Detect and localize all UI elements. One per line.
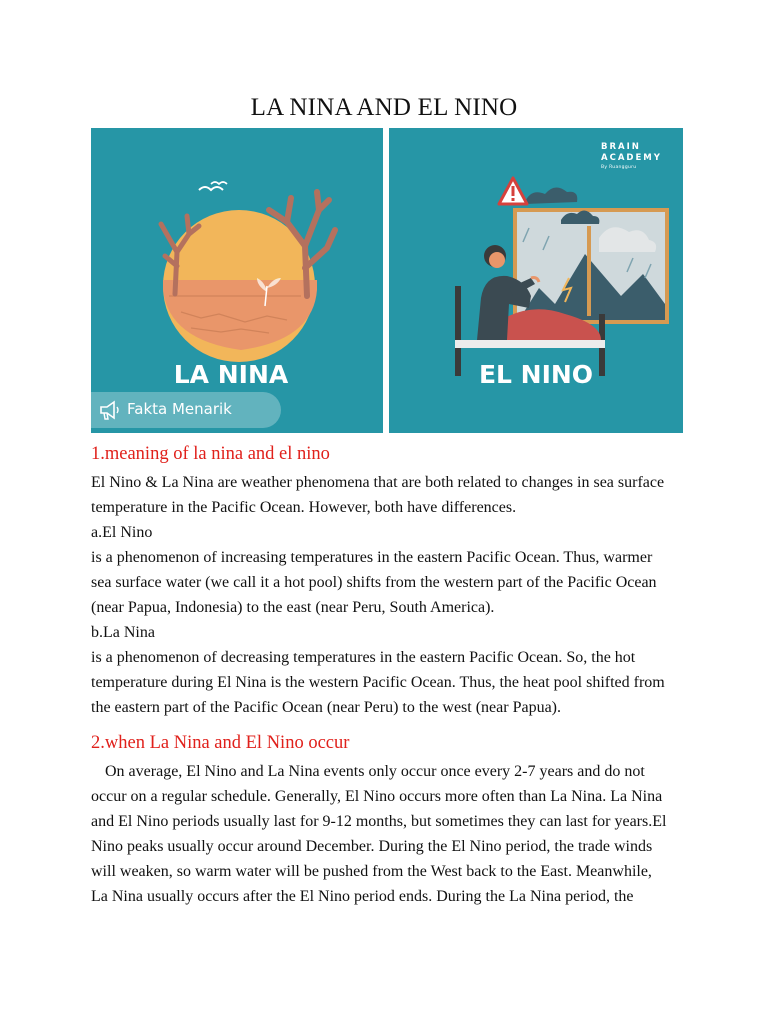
paragraph-line: is a phenomenon of decreasing temperatures in the eastern Pacific Ocean. So, the hot <box>91 649 636 666</box>
la-nina-subheading: b.La Nina <box>91 624 155 641</box>
paragraph-line: La Nina usually occurs after the El Nino period ends. During the La Nina period, the <box>91 888 634 905</box>
paragraph-line: occur on a regular schedule. Generally, El Nino occurs more often than La Nina. La Nina <box>91 788 663 805</box>
megaphone-icon <box>97 398 121 422</box>
section-body-meaning <box>91 470 691 720</box>
paragraph-line: On average, El Nino and La Nina events only occur once every 2-7 years and do not <box>105 763 645 780</box>
el-nino-label: EL NINO <box>478 360 594 389</box>
warning-icon <box>499 178 527 204</box>
banner-image <box>91 128 683 433</box>
la-nina-label: LA NINA <box>173 360 289 389</box>
page-title: LA NINA AND EL NINO <box>250 94 518 121</box>
fakta-menarik-tag <box>91 392 281 428</box>
paragraph-line: sea surface water (we call it a hot pool) shifts from the western part of the Pacific Ocean <box>91 574 657 591</box>
paragraph-line: temperature during El Nina is the western Pacific Ocean. Thus, the heat pool shifted from <box>91 674 665 691</box>
la-nina-panel <box>91 128 383 433</box>
section-heading-when: 2.when La Nina and El Nino occur <box>91 733 350 753</box>
paragraph-line: and El Nino periods usually last for 9-12 months, but sometimes they can last for years.El <box>91 813 667 830</box>
el-nino-panel <box>389 128 683 433</box>
paragraph-line: (near Papua, Indonesia) to the east (near Peru, South America). <box>91 599 495 616</box>
paragraph-line: is a phenomenon of increasing temperatures in the eastern Pacific Ocean. Thus, warmer <box>91 549 653 566</box>
el-nino-subheading: a.El Nino <box>91 524 153 541</box>
paragraph-line: the eastern part of the Pacific Ocean (near Peru) to the west (near Papua). <box>91 699 562 716</box>
paragraph-line: will weaken, so warm water will be pushed from the West back to the East. Meanwhile, <box>91 863 652 880</box>
tag-text: Fakta Menarik <box>127 400 232 418</box>
section-heading-meaning: 1.meaning of la nina and el nino <box>91 444 330 464</box>
paragraph-line: temperature in the Pacific Ocean. However, both have differences. <box>91 499 517 516</box>
paragraph-line: El Nino & La Nina are weather phenomena that are both related to changes in sea surface <box>91 474 665 491</box>
section-body-when <box>91 759 691 909</box>
brain-academy-logo: BRAIN ACADEMY By Ruangguru <box>601 142 662 170</box>
paragraph-line: Nino peaks usually occur around December. During the El Nino period, the trade winds <box>91 838 653 855</box>
